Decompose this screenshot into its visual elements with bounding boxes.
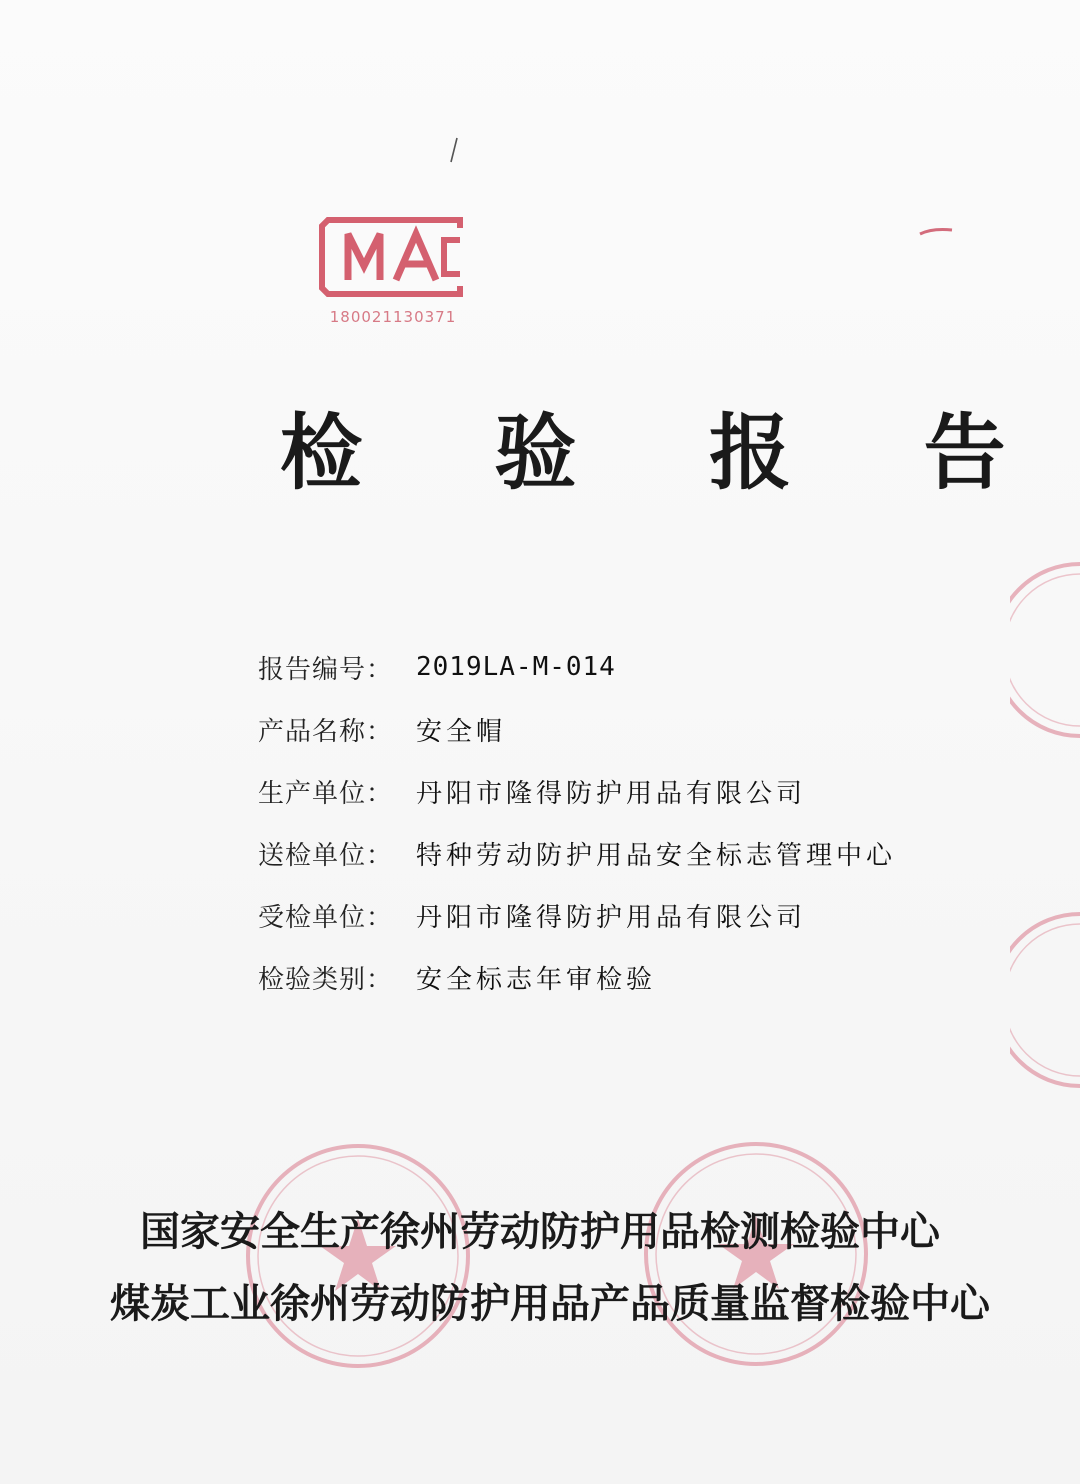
issuing-organizations <box>110 1196 990 1340</box>
field-row-product-name <box>258 698 978 760</box>
field-row-report-number <box>258 636 978 698</box>
field-label: 检验类别： <box>258 964 394 995</box>
organization-name: 国家安全生产徐州劳动防护用品检测检验中心 <box>140 1208 940 1255</box>
pen-stroke-mark <box>448 136 460 164</box>
page-title: 检 验 报 告 <box>280 406 1058 501</box>
field-value: 安全帽 <box>416 716 507 747</box>
field-value: 安全标志年审检验 <box>416 964 657 995</box>
field-label: 产品名称： <box>258 716 394 747</box>
field-row-submitter <box>258 822 978 884</box>
field-value: 2019LA-M-014 <box>416 652 616 682</box>
edge-seal-bottom <box>1010 910 1080 1090</box>
field-row-manufacturer <box>258 760 978 822</box>
field-value: 丹阳市隆得防护用品有限公司 <box>416 778 807 809</box>
field-row-inspection-type <box>258 946 978 1008</box>
field-label: 生产单位： <box>258 778 394 809</box>
field-label: 送检单位： <box>258 840 394 871</box>
cma-logo <box>318 214 470 300</box>
cma-certificate-number: 180021130371 <box>329 308 457 326</box>
ink-mark <box>918 224 954 240</box>
report-fields <box>258 636 978 1008</box>
organization-name: 煤炭工业徐州劳动防护用品产品质量监督检验中心 <box>110 1280 990 1327</box>
field-label: 报告编号： <box>258 654 394 685</box>
field-value: 特种劳动防护用品安全标志管理中心 <box>416 840 897 871</box>
field-row-inspected-unit <box>258 884 978 946</box>
field-value: 丹阳市隆得防护用品有限公司 <box>416 902 807 933</box>
field-label: 受检单位： <box>258 902 394 933</box>
edge-seal-top <box>1010 560 1080 740</box>
